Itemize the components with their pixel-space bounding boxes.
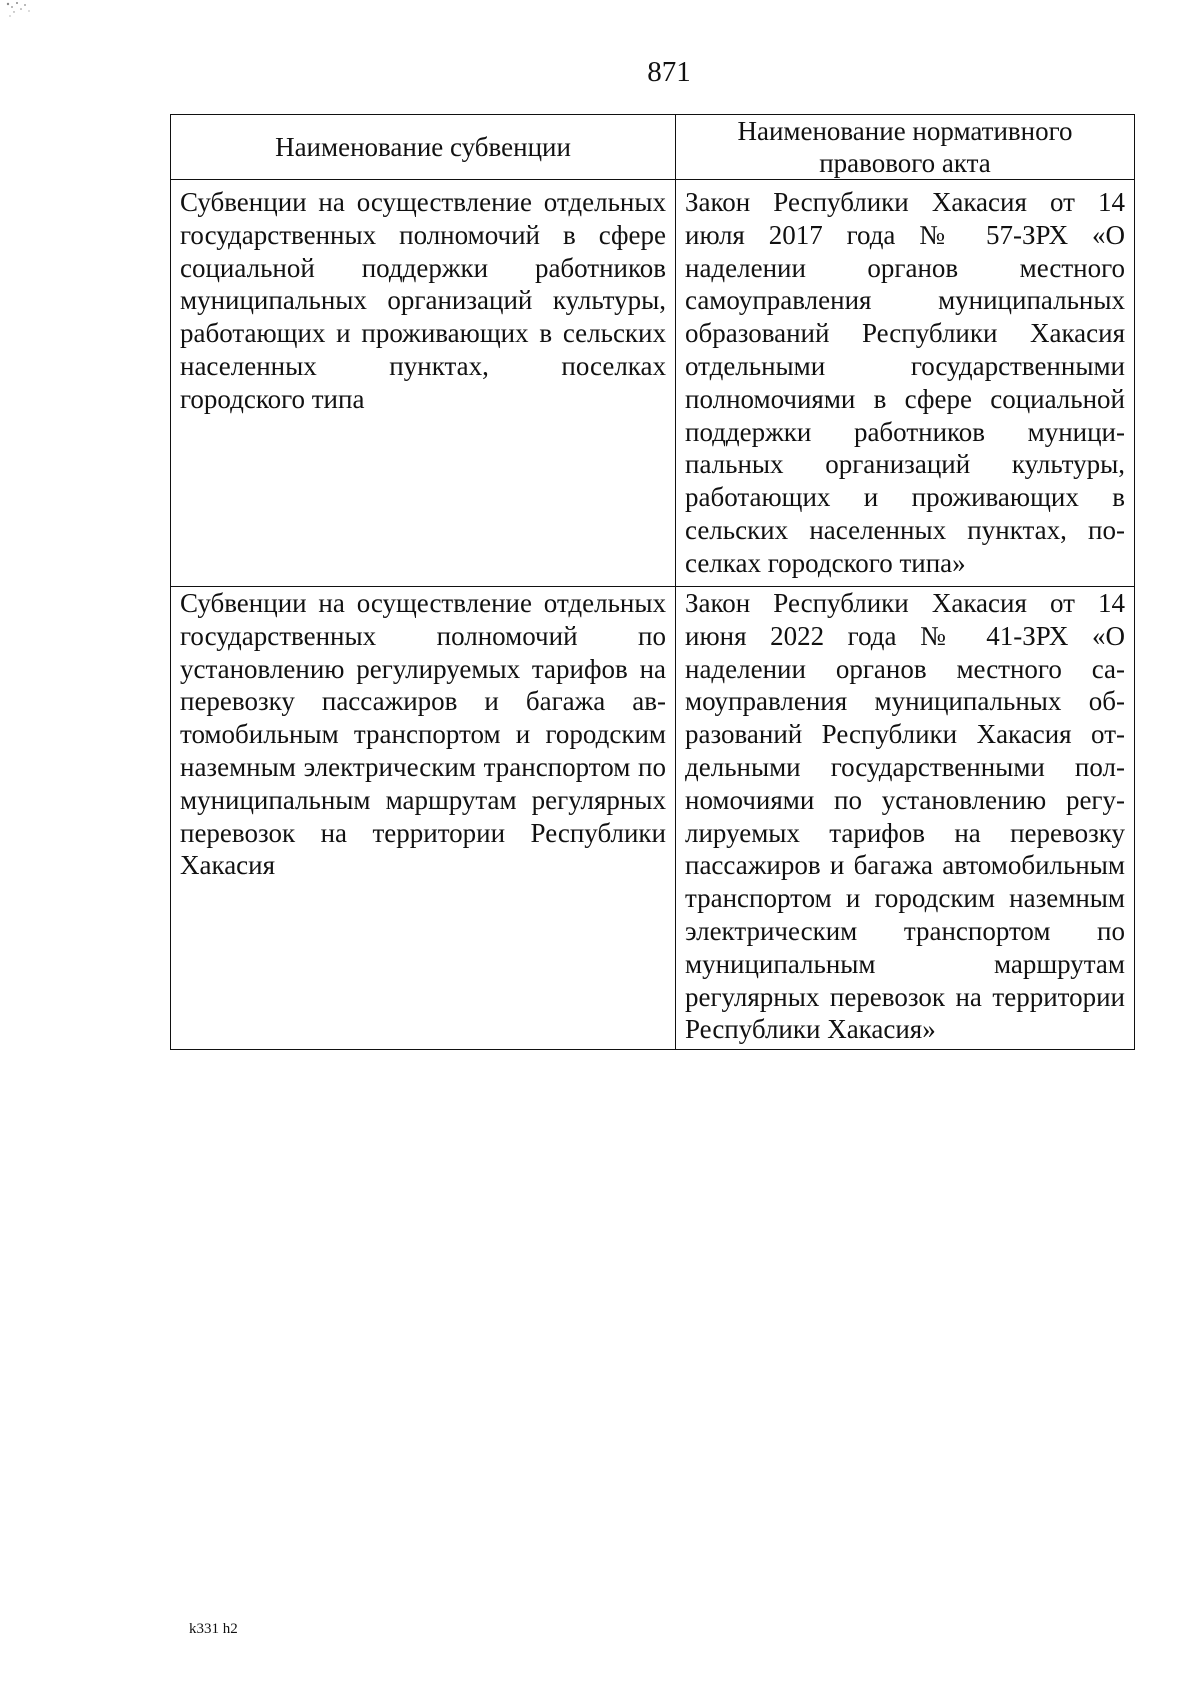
page-number: 871 [647, 56, 691, 88]
subsidy-name-cell: Субвенции на осуществление отдельных государственных полномочий по установлению регулируемых тарифов на перевозку пассажиров и багажа автомобильным транспортом и городским наземным электрическим транспортом по муниципальным маршрутам регулярных перевозок на территории Республики Хакасия [171, 587, 676, 1050]
document-footer-code: k331 h2 [189, 1621, 238, 1637]
legal-act-cell: Закон Республики Хакасия от 14 июля 2017 года № 57-ЗРХ «О наделении органов местного самоуправления муниципальных образований Республики Хакасия отдельными государственными полномочиями в сфере социальной поддержки работников муниципальных организаций культуры, работающих и проживающих в сельских населенных пунктах, поселках городского типа» [676, 180, 1135, 587]
table-header-row [171, 115, 1135, 180]
legal-act-cell: Закон Республики Хакасия от 14 июня 2022 года № 41-ЗРХ «О наделении органов местного самоуправления муниципальных образований Республики Хакасия отдельными государственными полномочиями по установлению регулируемых тарифов на перевозку пассажиров и багажа автомобильным транспортом и городским наземным электрическим транспортом по муниципальным маршрутам регулярных перевозок на территории Республики Хакасия» [676, 587, 1135, 1050]
scan-noise-mark [0, 0, 60, 40]
table-row [171, 180, 1135, 587]
subsidy-table [170, 114, 1135, 1050]
column-header-legal-act-name: Наименование нормативного правового акта [676, 115, 1135, 180]
subsidy-name-cell: Субвенции на осуществление отдельных государственных полномочий в сфере социальной поддержки работников муниципальных организаций культуры, работающих и проживающих в сельских населенных пунктах, поселках городского типа [171, 180, 676, 587]
column-header-subsidy-name: Наименование субвенции [171, 115, 676, 180]
table-row [171, 587, 1135, 1050]
